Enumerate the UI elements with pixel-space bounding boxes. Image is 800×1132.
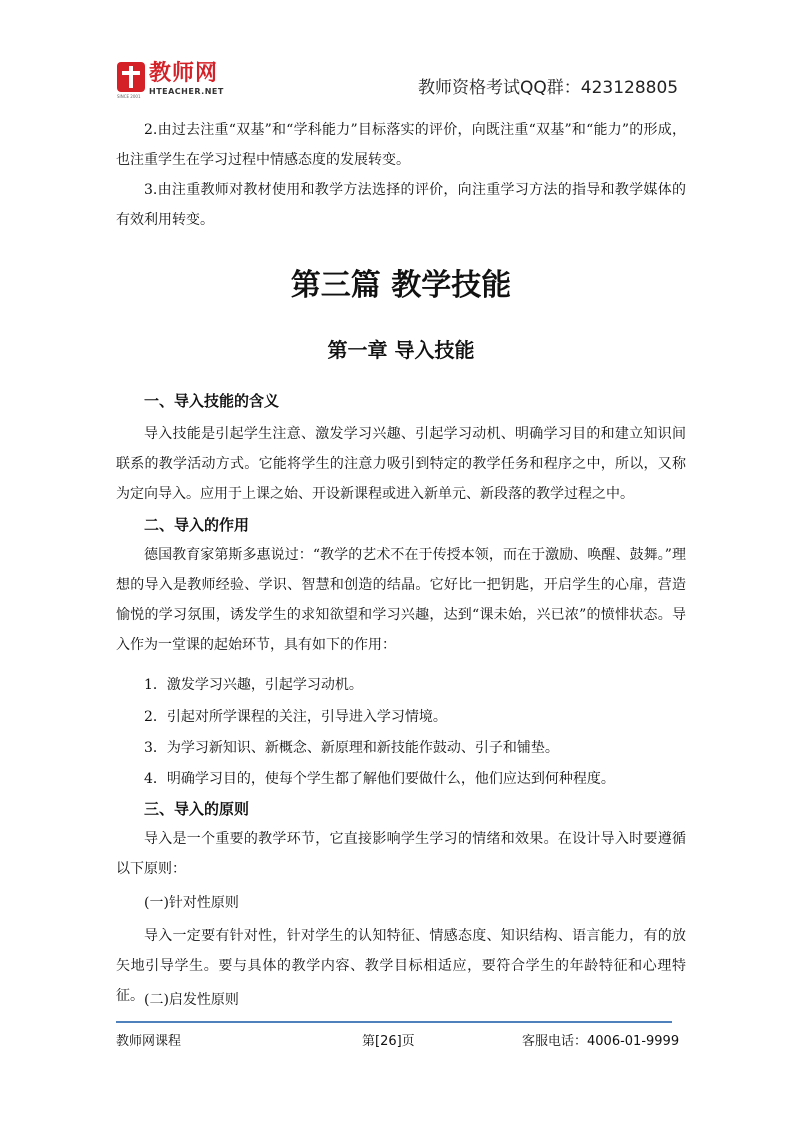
logo-name-cn: 教师网 — [149, 61, 219, 86]
part-title: 第三篇 教学技能 — [290, 268, 512, 303]
logo-since: SINCE 2001 — [117, 94, 141, 99]
list-item: 4．明确学习目的，使每个学生都了解他们要做什么，他们应达到何种程度。 — [144, 771, 615, 787]
paragraph: 导入是一个重要的教学环节，它直接影响学生学习的情绪和效果。在设计导入时要遵循以下原则： — [116, 831, 686, 877]
page-number: 第[26]页 — [362, 1034, 415, 1049]
footer-phone: 客服电话：4006-01-9999 — [522, 1034, 680, 1049]
sub-heading: (一)针对性原则 — [144, 895, 239, 911]
logo — [117, 61, 224, 99]
list-item: 2．引起对所学课程的关注，引导进入学习情境。 — [144, 709, 447, 725]
section-heading: 三、导入的原则 — [144, 800, 250, 818]
paragraph: 导入一定要有针对性，针对学生的认知特征、情感态度、知识结构、语言能力，有的放矢地引导学生。要与具体的教学内容、教学目标相适应，要符合学生的年龄特征和心理特征。 — [116, 928, 686, 1004]
sub-heading: (二)启发性原则 — [144, 992, 239, 1008]
paragraph: 导入技能是引起学生注意、激发学习兴趣、引起学习动机、明确学习目的和建立知识间联系的教学活动方式。它能将学生的注意力吸引到特定的教学任务和程序之中，所以，又称为定向导入。应用于上课之始、开设新课程或进入新单元、新段落的教学过程之中。 — [116, 426, 686, 502]
section-heading: 一、导入技能的含义 — [144, 392, 280, 410]
paragraph: 德国教育家第斯多惠说过：“教学的艺术不在于传授本领，而在于激励、唤醒、鼓舞。”理想的导入是教师经验、学识、智慧和创造的结晶。它好比一把钥匙，开启学生的心扉，营造愉悦的学习氛围，诱发学生的求知欲望和学习兴趣，达到“课未始，兴已浓”的愤悱状态。导入作为一堂课的起始环节，具有如下的作用： — [116, 547, 686, 653]
paragraph: 3.由注重教师对教材使用和教学方法选择的评价，向注重学习方法的指导和教学媒体的有效利用转变。 — [116, 182, 686, 228]
page-header — [0, 0, 800, 110]
footer-divider — [116, 1021, 672, 1023]
list-item: 3．为学习新知识、新概念、新原理和新技能作鼓动、引子和铺垫。 — [144, 740, 559, 756]
qq-group-text: 教师资格考试QQ群：423128805 — [418, 78, 679, 98]
logo-name-en: HTEACHER.NET — [149, 87, 224, 96]
footer-left: 教师网课程 — [116, 1034, 182, 1049]
list-item: 1．激发学习兴趣，引起学习动机。 — [144, 677, 363, 693]
logo-icon — [117, 62, 145, 92]
chapter-title: 第一章 导入技能 — [327, 338, 475, 362]
logo-text — [149, 62, 224, 96]
section-heading: 二、导入的作用 — [144, 516, 250, 534]
paragraph: 2.由过去注重“双基”和“学科能力”目标落实的评价，向既注重“双基”和“能力”的形成，也注重学生在学习过程中情感态度的发展转变。 — [116, 122, 686, 168]
